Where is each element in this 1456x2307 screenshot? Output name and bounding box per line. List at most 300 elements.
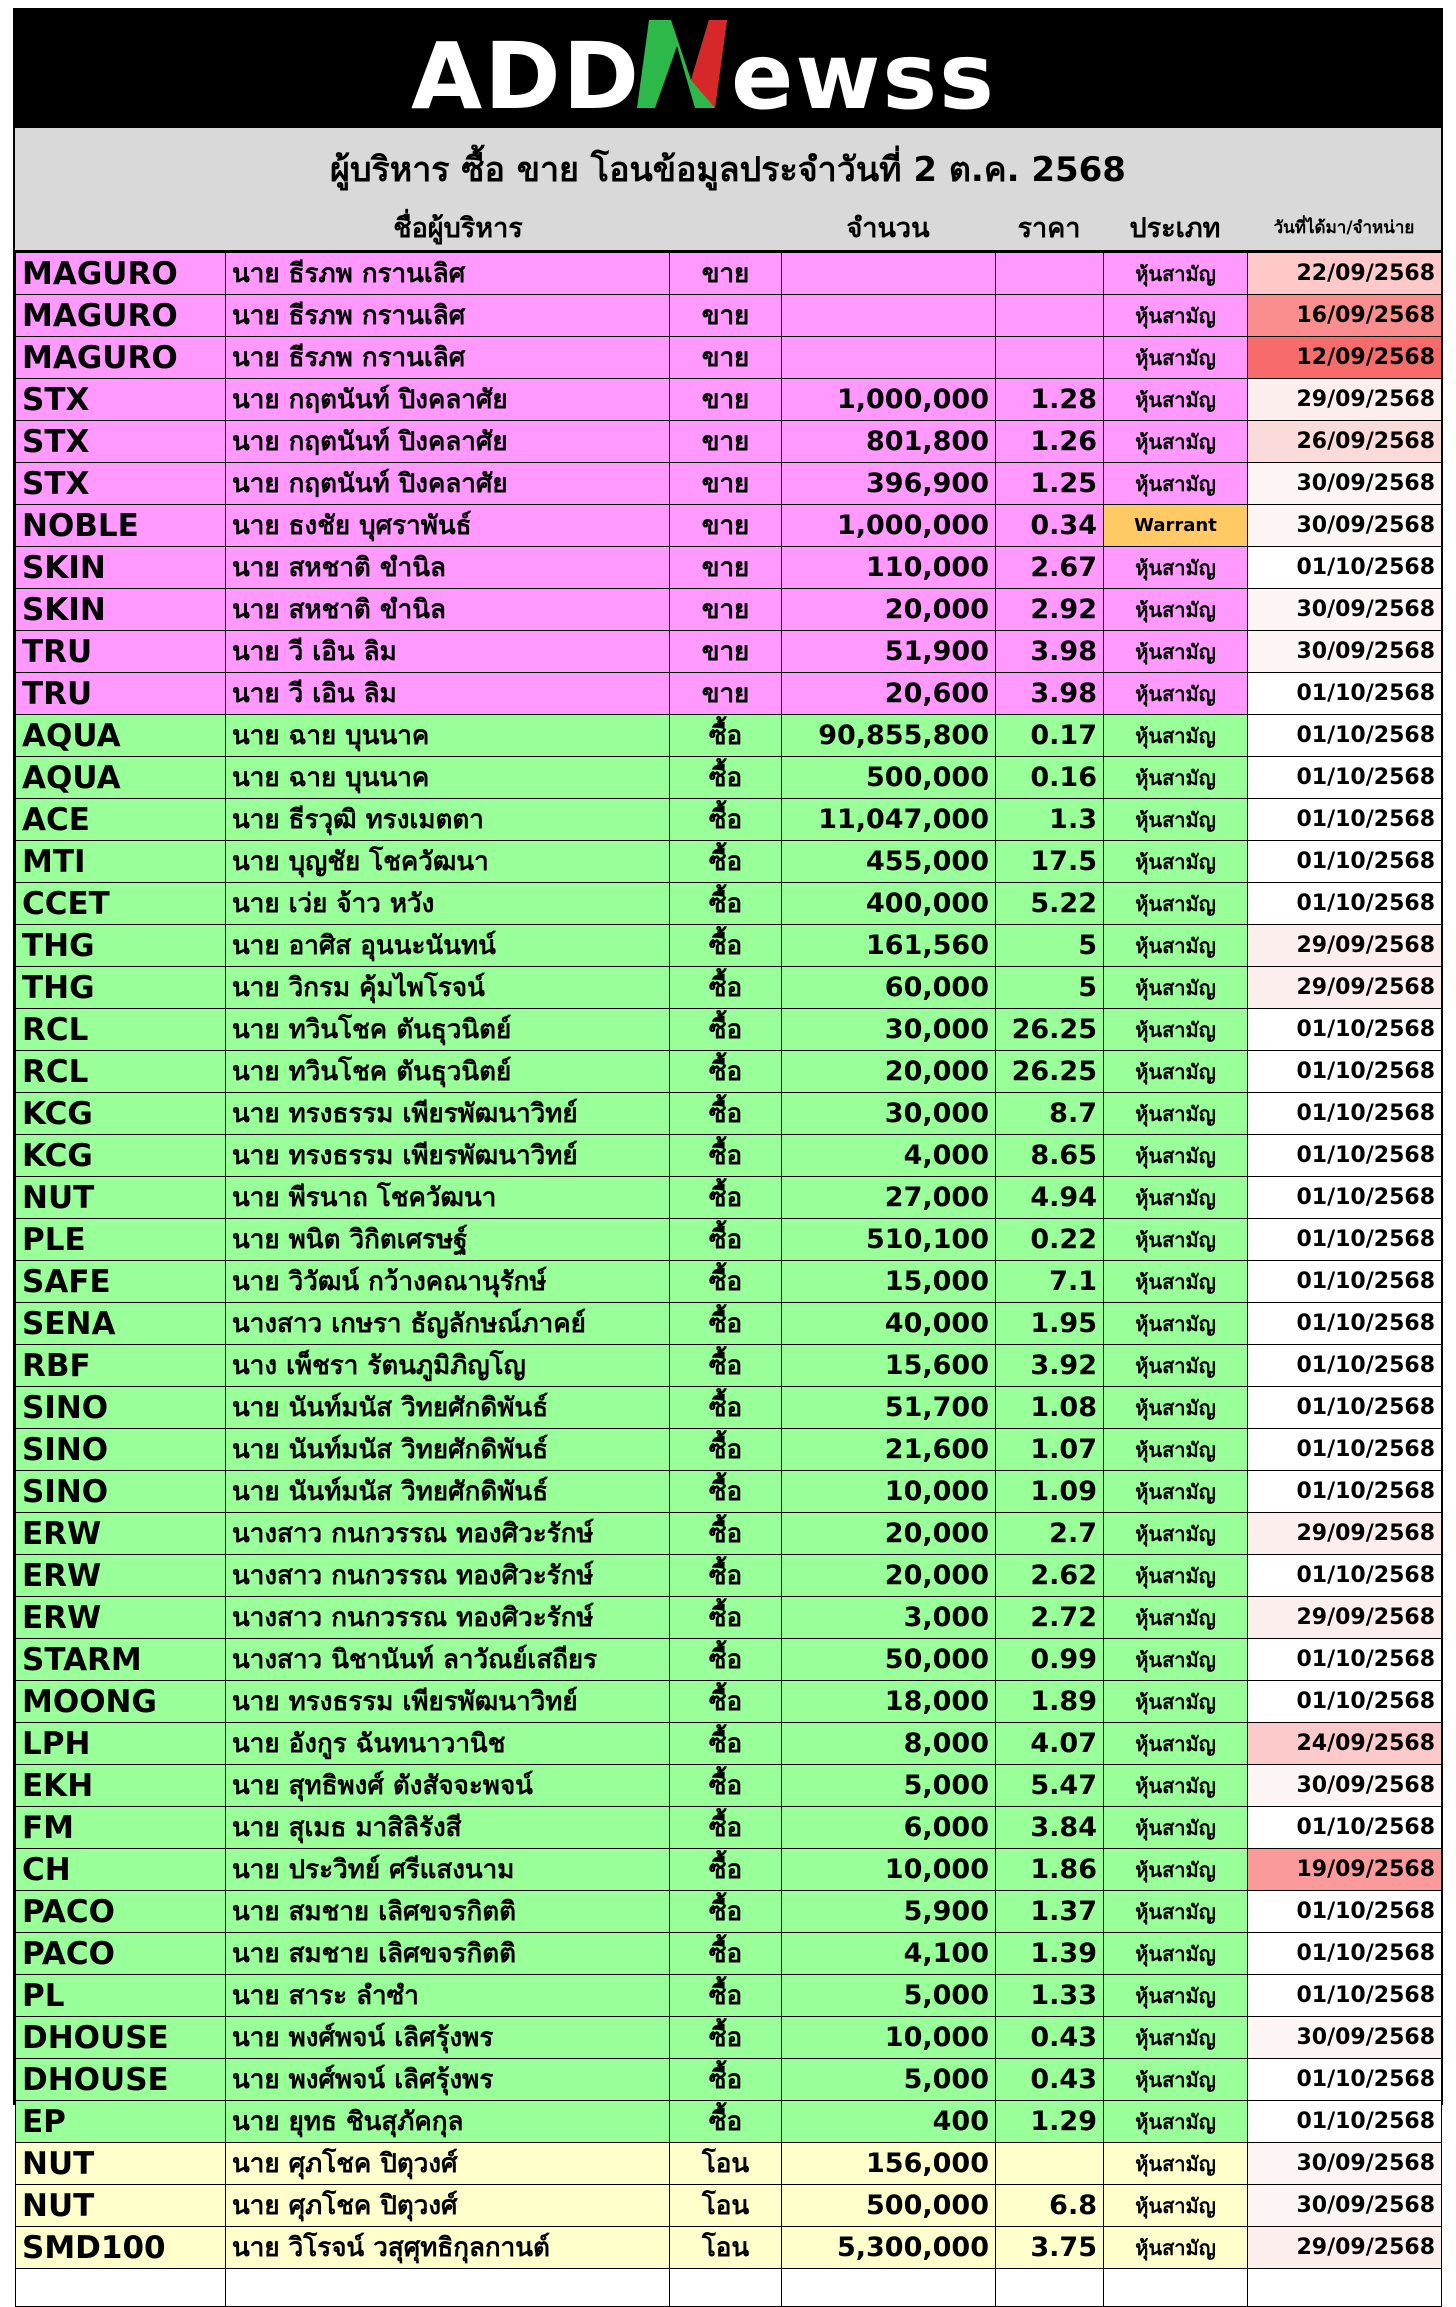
name-cell: นาย พนิต วิกิตเศรษฐ์ bbox=[226, 1219, 670, 1261]
symbol-cell: SINO bbox=[16, 1471, 226, 1513]
name-cell: นางสาว กนกวรรณ ทองศิวะรักษ์ bbox=[226, 1513, 670, 1555]
name-cell: นาย สมชาย เลิศขจรกิตติ bbox=[226, 1933, 670, 1975]
price-cell: 1.29 bbox=[996, 2101, 1104, 2143]
action-cell: ขาย bbox=[670, 463, 782, 505]
type-cell: หุ้นสามัญ bbox=[1104, 379, 1248, 421]
date-cell bbox=[1248, 2269, 1442, 2307]
type-cell: หุ้นสามัญ bbox=[1104, 925, 1248, 967]
symbol-cell: NUT bbox=[16, 2185, 226, 2227]
date-cell: 01/10/2568 bbox=[1248, 841, 1442, 883]
quantity-cell: 40,000 bbox=[782, 1303, 996, 1345]
action-cell: ซื้อ bbox=[670, 1639, 782, 1681]
action-cell: ซื้อ bbox=[670, 1261, 782, 1303]
symbol-cell: EKH bbox=[16, 1765, 226, 1807]
action-cell: ซื้อ bbox=[670, 883, 782, 925]
action-cell: ซื้อ bbox=[670, 1219, 782, 1261]
type-cell: หุ้นสามัญ bbox=[1104, 2017, 1248, 2059]
price-cell: 5.47 bbox=[996, 1765, 1104, 1807]
quantity-cell: 10,000 bbox=[782, 1849, 996, 1891]
date-cell: 01/10/2568 bbox=[1248, 1933, 1442, 1975]
type-cell: หุ้นสามัญ bbox=[1104, 715, 1248, 757]
quantity-cell: 6,000 bbox=[782, 1807, 996, 1849]
date-cell: 30/09/2568 bbox=[1248, 2017, 1442, 2059]
type-cell: หุ้นสามัญ bbox=[1104, 967, 1248, 1009]
type-cell: หุ้นสามัญ bbox=[1104, 1513, 1248, 1555]
quantity-cell bbox=[782, 2269, 996, 2307]
symbol-cell: NOBLE bbox=[16, 505, 226, 547]
action-cell: ซื้อ bbox=[670, 1891, 782, 1933]
price-cell: 7.1 bbox=[996, 1261, 1104, 1303]
symbol-cell: CH bbox=[16, 1849, 226, 1891]
price-cell: 2.62 bbox=[996, 1555, 1104, 1597]
price-cell: 0.17 bbox=[996, 715, 1104, 757]
action-cell: ซื้อ bbox=[670, 2017, 782, 2059]
action-cell: ซื้อ bbox=[670, 1513, 782, 1555]
date-cell: 29/09/2568 bbox=[1248, 1513, 1442, 1555]
symbol-cell: STARM bbox=[16, 1639, 226, 1681]
symbol-cell: ERW bbox=[16, 1513, 226, 1555]
date-cell: 01/10/2568 bbox=[1248, 1681, 1442, 1723]
table-row bbox=[16, 2017, 1442, 2059]
type-cell: หุ้นสามัญ bbox=[1104, 1219, 1248, 1261]
date-cell: 01/10/2568 bbox=[1248, 547, 1442, 589]
quantity-cell: 8,000 bbox=[782, 1723, 996, 1765]
quantity-cell: 20,000 bbox=[782, 1051, 996, 1093]
price-cell: 26.25 bbox=[996, 1051, 1104, 1093]
type-cell: หุ้นสามัญ bbox=[1104, 295, 1248, 337]
type-cell: หุ้นสามัญ bbox=[1104, 2059, 1248, 2101]
name-cell: นาย สุเมธ มาสิลิรังสี bbox=[226, 1807, 670, 1849]
table-row bbox=[16, 1471, 1442, 1513]
date-cell: 01/10/2568 bbox=[1248, 1177, 1442, 1219]
quantity-cell: 51,700 bbox=[782, 1387, 996, 1429]
symbol-cell: KCG bbox=[16, 1093, 226, 1135]
symbol-cell: SMD100 bbox=[16, 2227, 226, 2269]
name-cell: นาย เว่ย จ้าว หวัง bbox=[226, 883, 670, 925]
table-row bbox=[16, 1387, 1442, 1429]
symbol-cell bbox=[16, 2269, 226, 2307]
action-cell: ขาย bbox=[670, 295, 782, 337]
price-cell: 1.3 bbox=[996, 799, 1104, 841]
price-cell: 5 bbox=[996, 967, 1104, 1009]
date-cell: 26/09/2568 bbox=[1248, 421, 1442, 463]
quantity-cell: 30,000 bbox=[782, 1009, 996, 1051]
quantity-cell: 400 bbox=[782, 2101, 996, 2143]
action-cell: ซื้อ bbox=[670, 1471, 782, 1513]
price-cell bbox=[996, 253, 1104, 295]
col-header-date: วันที่ได้มา/จำหน่าย bbox=[1273, 218, 1415, 238]
table-row bbox=[16, 1135, 1442, 1177]
table-row bbox=[16, 1513, 1442, 1555]
table-row bbox=[16, 1177, 1442, 1219]
date-cell: 29/09/2568 bbox=[1248, 379, 1442, 421]
name-cell: นาย นันท์มนัส วิทยศักดิพันธ์ bbox=[226, 1471, 670, 1513]
date-cell: 01/10/2568 bbox=[1248, 1891, 1442, 1933]
col-header-type: ประเภท bbox=[1129, 213, 1221, 244]
quantity-cell: 5,000 bbox=[782, 2059, 996, 2101]
date-cell: 12/09/2568 bbox=[1248, 337, 1442, 379]
action-cell: ซื้อ bbox=[670, 1009, 782, 1051]
table-row bbox=[16, 631, 1442, 673]
price-cell: 4.07 bbox=[996, 1723, 1104, 1765]
symbol-cell: TRU bbox=[16, 673, 226, 715]
date-cell: 01/10/2568 bbox=[1248, 1135, 1442, 1177]
name-cell: นาย ธีรวุฒิ ทรงเมตตา bbox=[226, 799, 670, 841]
action-cell bbox=[670, 2269, 782, 2307]
price-cell: 4.94 bbox=[996, 1177, 1104, 1219]
page-title: ผู้บริหาร ซื้อ ขาย โอนข้อมูลประจำวันที่ 2 ต.ค. 2568 bbox=[330, 150, 1126, 190]
symbol-cell: THG bbox=[16, 925, 226, 967]
quantity-cell: 5,300,000 bbox=[782, 2227, 996, 2269]
date-cell: 01/10/2568 bbox=[1248, 1303, 1442, 1345]
type-cell: หุ้นสามัญ bbox=[1104, 1429, 1248, 1471]
type-cell: หุ้นสามัญ bbox=[1104, 1597, 1248, 1639]
action-cell: ซื้อ bbox=[670, 1765, 782, 1807]
quantity-cell: 15,000 bbox=[782, 1261, 996, 1303]
date-cell: 30/09/2568 bbox=[1248, 631, 1442, 673]
quantity-cell: 90,855,800 bbox=[782, 715, 996, 757]
action-cell: ซื้อ bbox=[670, 1597, 782, 1639]
symbol-cell: SKIN bbox=[16, 589, 226, 631]
quantity-cell: 20,000 bbox=[782, 1555, 996, 1597]
table-row bbox=[16, 1009, 1442, 1051]
name-cell: นาย วิกรม คุ้มไพโรจน์ bbox=[226, 967, 670, 1009]
date-cell: 30/09/2568 bbox=[1248, 2185, 1442, 2227]
quantity-cell: 510,100 bbox=[782, 1219, 996, 1261]
action-cell: ซื้อ bbox=[670, 925, 782, 967]
date-cell: 29/09/2568 bbox=[1248, 1597, 1442, 1639]
name-cell: นาย อังกูร ฉันทนาวานิช bbox=[226, 1723, 670, 1765]
quantity-cell: 27,000 bbox=[782, 1177, 996, 1219]
date-cell: 01/10/2568 bbox=[1248, 883, 1442, 925]
addnewss-logo bbox=[15, 10, 1441, 128]
type-cell: หุ้นสามัญ bbox=[1104, 463, 1248, 505]
price-cell: 0.22 bbox=[996, 1219, 1104, 1261]
symbol-cell: ACE bbox=[16, 799, 226, 841]
price-cell: 0.34 bbox=[996, 505, 1104, 547]
action-cell: ซื้อ bbox=[670, 1429, 782, 1471]
type-cell: หุ้นสามัญ bbox=[1104, 1009, 1248, 1051]
date-cell: 29/09/2568 bbox=[1248, 2227, 1442, 2269]
date-cell: 01/10/2568 bbox=[1248, 799, 1442, 841]
type-cell: หุ้นสามัญ bbox=[1104, 673, 1248, 715]
type-cell: หุ้นสามัญ bbox=[1104, 1933, 1248, 1975]
table-row bbox=[16, 1891, 1442, 1933]
price-cell: 6.8 bbox=[996, 2185, 1104, 2227]
quantity-cell: 5,900 bbox=[782, 1891, 996, 1933]
price-cell bbox=[996, 295, 1104, 337]
type-cell: หุ้นสามัญ bbox=[1104, 589, 1248, 631]
symbol-cell: RBF bbox=[16, 1345, 226, 1387]
date-cell: 24/09/2568 bbox=[1248, 1723, 1442, 1765]
type-cell: หุ้นสามัญ bbox=[1104, 1135, 1248, 1177]
action-cell: ขาย bbox=[670, 589, 782, 631]
table-row bbox=[16, 715, 1442, 757]
name-cell: นาย วี เอิน ลิม bbox=[226, 631, 670, 673]
price-cell: 1.25 bbox=[996, 463, 1104, 505]
date-cell: 01/10/2568 bbox=[1248, 673, 1442, 715]
price-cell: 2.7 bbox=[996, 1513, 1104, 1555]
table-row bbox=[16, 1345, 1442, 1387]
date-cell: 01/10/2568 bbox=[1248, 1219, 1442, 1261]
action-cell: ซื้อ bbox=[670, 1051, 782, 1093]
report-sheet bbox=[13, 8, 1443, 2266]
date-cell: 01/10/2568 bbox=[1248, 1009, 1442, 1051]
date-cell: 01/10/2568 bbox=[1248, 1807, 1442, 1849]
table-row bbox=[16, 1051, 1442, 1093]
name-cell: นางสาว เกษรา ธัญลักษณ์ภาคย์ bbox=[226, 1303, 670, 1345]
symbol-cell: DHOUSE bbox=[16, 2017, 226, 2059]
action-cell: ขาย bbox=[670, 379, 782, 421]
table-row bbox=[16, 295, 1442, 337]
table-row bbox=[16, 2227, 1442, 2269]
action-cell: ขาย bbox=[670, 253, 782, 295]
table-row bbox=[16, 1555, 1442, 1597]
name-cell: นาย กฤตนันท์ ปิงคลาศัย bbox=[226, 421, 670, 463]
logo-banner bbox=[15, 10, 1441, 128]
date-cell: 01/10/2568 bbox=[1248, 1471, 1442, 1513]
date-cell: 30/09/2568 bbox=[1248, 1765, 1442, 1807]
action-cell: โอน bbox=[670, 2185, 782, 2227]
action-cell: ซื้อ bbox=[670, 799, 782, 841]
date-cell: 19/09/2568 bbox=[1248, 1849, 1442, 1891]
symbol-cell: STX bbox=[16, 379, 226, 421]
type-cell: หุ้นสามัญ bbox=[1104, 1765, 1248, 1807]
type-cell bbox=[1104, 2269, 1248, 2307]
quantity-cell: 20,000 bbox=[782, 1513, 996, 1555]
name-cell: นาย วิวัฒน์ กว้างคณานุรักษ์ bbox=[226, 1261, 670, 1303]
symbol-cell: PACO bbox=[16, 1933, 226, 1975]
quantity-cell: 5,000 bbox=[782, 1975, 996, 2017]
name-cell: นาย ทวินโชค ตันธุวนิตย์ bbox=[226, 1051, 670, 1093]
price-cell: 5 bbox=[996, 925, 1104, 967]
type-cell: หุ้นสามัญ bbox=[1104, 1555, 1248, 1597]
type-cell: หุ้นสามัญ bbox=[1104, 1807, 1248, 1849]
table-row bbox=[16, 1219, 1442, 1261]
price-cell bbox=[996, 2143, 1104, 2185]
action-cell: ซื้อ bbox=[670, 1555, 782, 1597]
table-body bbox=[16, 253, 1442, 2307]
table-row bbox=[16, 2101, 1442, 2143]
quantity-cell: 156,000 bbox=[782, 2143, 996, 2185]
symbol-cell: MAGURO bbox=[16, 337, 226, 379]
type-cell: หุ้นสามัญ bbox=[1104, 1681, 1248, 1723]
col-header-price: ราคา bbox=[1017, 213, 1081, 244]
name-cell: นางสาว กนกวรรณ ทองศิวะรักษ์ bbox=[226, 1555, 670, 1597]
price-cell: 1.08 bbox=[996, 1387, 1104, 1429]
symbol-cell: MAGURO bbox=[16, 295, 226, 337]
date-cell: 01/10/2568 bbox=[1248, 2101, 1442, 2143]
table-row bbox=[16, 1975, 1442, 2017]
name-cell: นาย ประวิทย์ ศรีแสงนาม bbox=[226, 1849, 670, 1891]
symbol-cell: STX bbox=[16, 463, 226, 505]
type-cell: หุ้นสามัญ bbox=[1104, 2101, 1248, 2143]
price-cell: 2.92 bbox=[996, 589, 1104, 631]
table-row bbox=[16, 841, 1442, 883]
table-row bbox=[16, 883, 1442, 925]
price-cell: 1.86 bbox=[996, 1849, 1104, 1891]
date-cell: 01/10/2568 bbox=[1248, 1429, 1442, 1471]
type-cell: หุ้นสามัญ bbox=[1104, 547, 1248, 589]
name-cell: นาย ทรงธรรม เพียรพัฒนาวิทย์ bbox=[226, 1681, 670, 1723]
action-cell: ซื้อ bbox=[670, 1345, 782, 1387]
quantity-cell: 400,000 bbox=[782, 883, 996, 925]
price-cell: 2.72 bbox=[996, 1597, 1104, 1639]
name-cell: นางสาว นิชานันท์ ลาวัณย์เสถียร bbox=[226, 1639, 670, 1681]
name-cell: นาย บุญชัย โชควัฒนา bbox=[226, 841, 670, 883]
table-row bbox=[16, 2059, 1442, 2101]
symbol-cell: RCL bbox=[16, 1009, 226, 1051]
quantity-cell bbox=[782, 295, 996, 337]
table-row bbox=[16, 421, 1442, 463]
symbol-cell: RCL bbox=[16, 1051, 226, 1093]
quantity-cell: 20,000 bbox=[782, 589, 996, 631]
price-cell: 0.16 bbox=[996, 757, 1104, 799]
quantity-cell: 500,000 bbox=[782, 2185, 996, 2227]
quantity-cell: 50,000 bbox=[782, 1639, 996, 1681]
symbol-cell: PL bbox=[16, 1975, 226, 2017]
type-cell: หุ้นสามัญ bbox=[1104, 1345, 1248, 1387]
quantity-cell bbox=[782, 253, 996, 295]
symbol-cell: CCET bbox=[16, 883, 226, 925]
date-cell: 01/10/2568 bbox=[1248, 1639, 1442, 1681]
table-row bbox=[16, 1681, 1442, 1723]
symbol-cell: MTI bbox=[16, 841, 226, 883]
type-cell: หุ้นสามัญ bbox=[1104, 631, 1248, 673]
type-cell: หุ้นสามัญ bbox=[1104, 1849, 1248, 1891]
price-cell: 0.99 bbox=[996, 1639, 1104, 1681]
table-row bbox=[16, 547, 1442, 589]
quantity-cell: 110,000 bbox=[782, 547, 996, 589]
table-row bbox=[16, 253, 1442, 295]
quantity-cell: 30,000 bbox=[782, 1093, 996, 1135]
logo-text-add: ADD bbox=[411, 23, 641, 128]
price-cell: 3.98 bbox=[996, 673, 1104, 715]
name-cell: นาง เพ็ชรา รัตนภูมิภิญโญ bbox=[226, 1345, 670, 1387]
action-cell: ขาย bbox=[670, 673, 782, 715]
table-row bbox=[16, 1849, 1442, 1891]
quantity-cell: 1,000,000 bbox=[782, 379, 996, 421]
table-row bbox=[16, 925, 1442, 967]
date-cell: 29/09/2568 bbox=[1248, 967, 1442, 1009]
quantity-cell: 4,100 bbox=[782, 1933, 996, 1975]
table-row bbox=[16, 2143, 1442, 2185]
type-cell: หุ้นสามัญ bbox=[1104, 337, 1248, 379]
table-row bbox=[16, 1639, 1442, 1681]
table-row bbox=[16, 2185, 1442, 2227]
col-header-qty: จำนวน bbox=[846, 213, 930, 244]
quantity-cell: 801,800 bbox=[782, 421, 996, 463]
type-cell: หุ้นสามัญ bbox=[1104, 1303, 1248, 1345]
name-cell: นาย สุทธิพงศ์ ตังสัจจะพจน์ bbox=[226, 1765, 670, 1807]
date-cell: 01/10/2568 bbox=[1248, 1975, 1442, 2017]
type-cell: หุ้นสามัญ bbox=[1104, 883, 1248, 925]
symbol-cell: PLE bbox=[16, 1219, 226, 1261]
date-cell: 01/10/2568 bbox=[1248, 1555, 1442, 1597]
quantity-cell: 51,900 bbox=[782, 631, 996, 673]
quantity-cell: 60,000 bbox=[782, 967, 996, 1009]
date-cell: 01/10/2568 bbox=[1248, 1051, 1442, 1093]
title-bar bbox=[15, 128, 1441, 252]
table-row bbox=[16, 967, 1442, 1009]
table-row bbox=[16, 2269, 1442, 2307]
name-cell: นาย สาระ ลำซำ bbox=[226, 1975, 670, 2017]
table-row bbox=[16, 1303, 1442, 1345]
quantity-cell bbox=[782, 337, 996, 379]
table-row bbox=[16, 757, 1442, 799]
symbol-cell: STX bbox=[16, 421, 226, 463]
quantity-cell: 1,000,000 bbox=[782, 505, 996, 547]
name-cell: นาย พีรนาถ โชควัฒนา bbox=[226, 1177, 670, 1219]
name-cell: นาย ยุทธ ชินสุภัคกุล bbox=[226, 2101, 670, 2143]
name-cell: นาย กฤตนันท์ ปิงคลาศัย bbox=[226, 463, 670, 505]
name-cell: นาย พงศ์พจน์ เลิศรุ้งพร bbox=[226, 2017, 670, 2059]
table-row bbox=[16, 673, 1442, 715]
date-cell: 30/09/2568 bbox=[1248, 589, 1442, 631]
name-cell: นาย ธงชัย บุศราพันธ์ bbox=[226, 505, 670, 547]
quantity-cell: 10,000 bbox=[782, 2017, 996, 2059]
type-cell: หุ้นสามัญ bbox=[1104, 757, 1248, 799]
type-cell: หุ้นสามัญ bbox=[1104, 1093, 1248, 1135]
quantity-cell: 20,600 bbox=[782, 673, 996, 715]
name-cell: นาย พงศ์พจน์ เลิศรุ้งพร bbox=[226, 2059, 670, 2101]
symbol-cell: THG bbox=[16, 967, 226, 1009]
name-cell: นาย สหชาติ ขำนิล bbox=[226, 589, 670, 631]
name-cell: นางสาว กนกวรรณ ทองศิวะรักษ์ bbox=[226, 1597, 670, 1639]
name-cell: นาย สหชาติ ขำนิล bbox=[226, 547, 670, 589]
date-cell: 01/10/2568 bbox=[1248, 2059, 1442, 2101]
symbol-cell: AQUA bbox=[16, 715, 226, 757]
price-cell: 3.98 bbox=[996, 631, 1104, 673]
price-cell: 8.7 bbox=[996, 1093, 1104, 1135]
action-cell: ซื้อ bbox=[670, 1387, 782, 1429]
name-cell: นาย ทรงธรรม เพียรพัฒนาวิทย์ bbox=[226, 1135, 670, 1177]
table-row bbox=[16, 1933, 1442, 1975]
date-cell: 01/10/2568 bbox=[1248, 1261, 1442, 1303]
price-cell: 1.37 bbox=[996, 1891, 1104, 1933]
table-row bbox=[16, 1723, 1442, 1765]
symbol-cell: NUT bbox=[16, 1177, 226, 1219]
date-cell: 29/09/2568 bbox=[1248, 925, 1442, 967]
type-cell: หุ้นสามัญ bbox=[1104, 253, 1248, 295]
date-cell: 16/09/2568 bbox=[1248, 295, 1442, 337]
price-cell: 2.67 bbox=[996, 547, 1104, 589]
symbol-cell: FM bbox=[16, 1807, 226, 1849]
type-cell: หุ้นสามัญ bbox=[1104, 799, 1248, 841]
table-row bbox=[16, 1807, 1442, 1849]
quantity-cell: 5,000 bbox=[782, 1765, 996, 1807]
symbol-cell: MOONG bbox=[16, 1681, 226, 1723]
symbol-cell: AQUA bbox=[16, 757, 226, 799]
type-cell: หุ้นสามัญ bbox=[1104, 1177, 1248, 1219]
type-cell: หุ้นสามัญ bbox=[1104, 1723, 1248, 1765]
table-row bbox=[16, 463, 1442, 505]
table-row bbox=[16, 589, 1442, 631]
name-cell: นาย ธีรภพ กรานเลิศ bbox=[226, 253, 670, 295]
price-cell: 17.5 bbox=[996, 841, 1104, 883]
type-cell: หุ้นสามัญ bbox=[1104, 421, 1248, 463]
type-cell: Warrant bbox=[1104, 505, 1248, 547]
action-cell: ซื้อ bbox=[670, 1681, 782, 1723]
name-cell: นาย ฉาย บุนนาค bbox=[226, 715, 670, 757]
table-row bbox=[16, 799, 1442, 841]
action-cell: ซื้อ bbox=[670, 1177, 782, 1219]
symbol-cell: ERW bbox=[16, 1597, 226, 1639]
table-row bbox=[16, 379, 1442, 421]
type-cell: หุ้นสามัญ bbox=[1104, 841, 1248, 883]
name-cell: นาย นันท์มนัส วิทยศักดิพันธ์ bbox=[226, 1387, 670, 1429]
action-cell: ซื้อ bbox=[670, 2101, 782, 2143]
